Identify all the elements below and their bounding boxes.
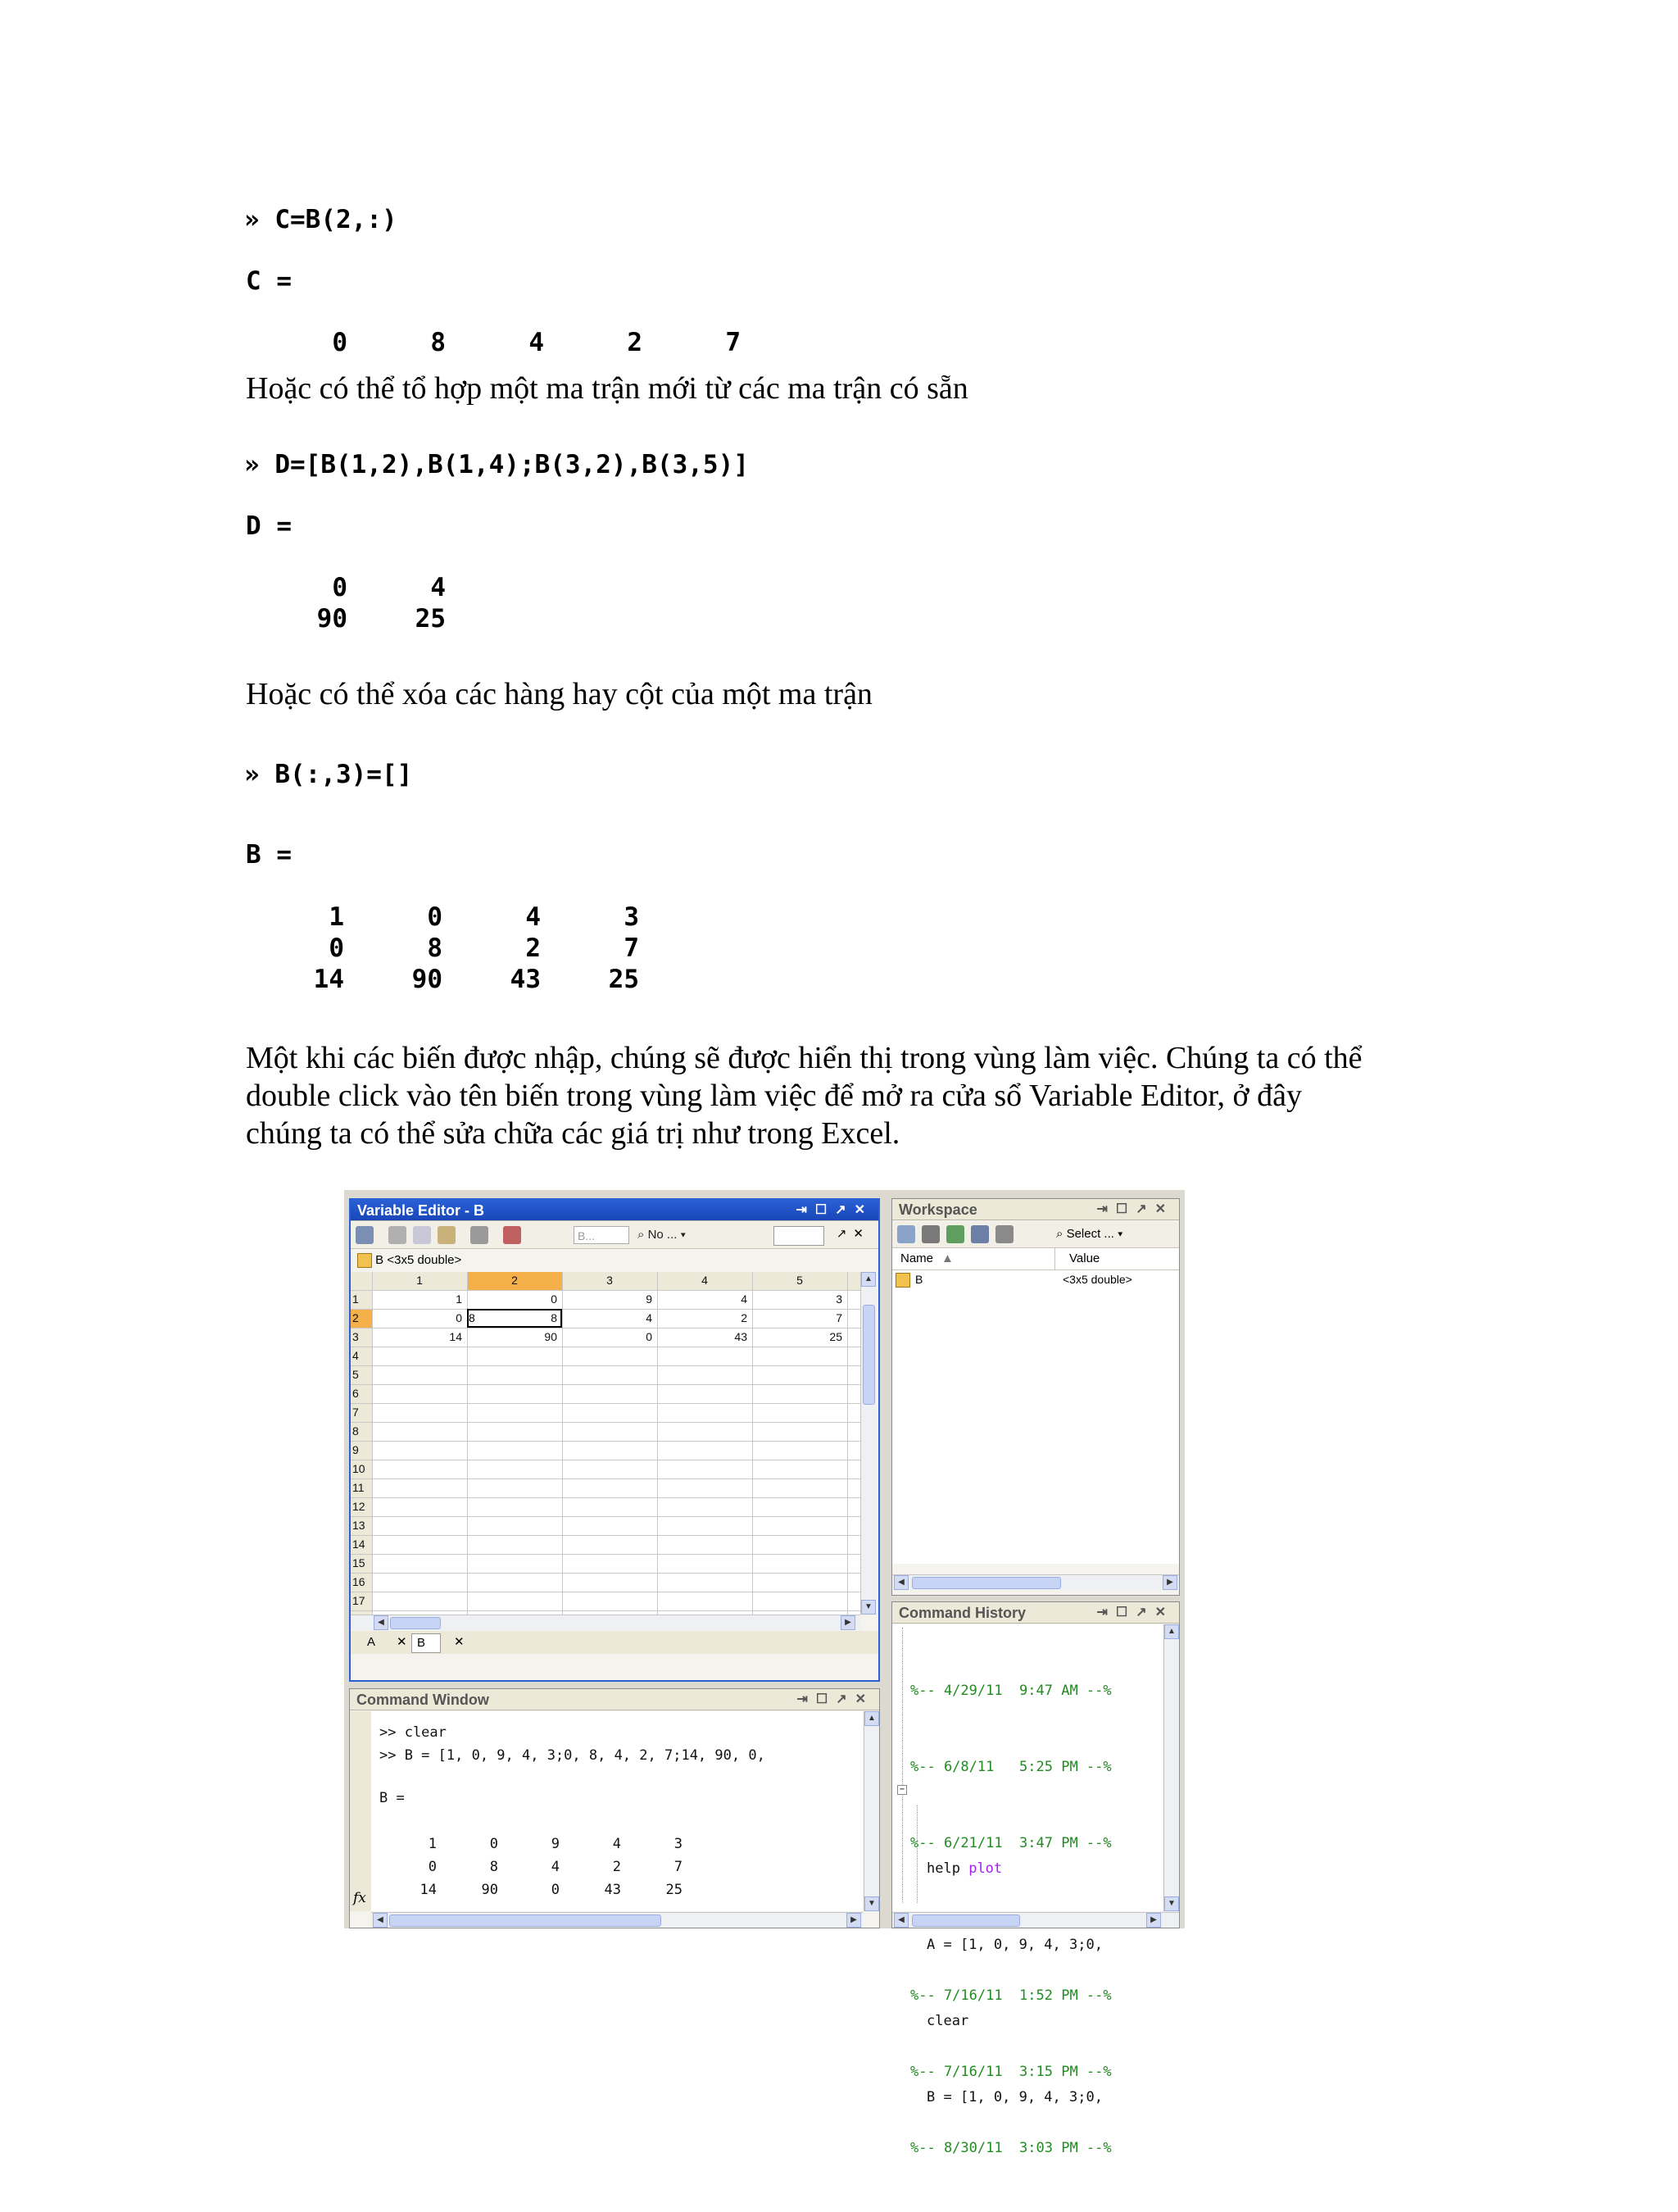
- window-controls: [1096, 1199, 1174, 1220]
- cut-icon[interactable]: [388, 1226, 406, 1244]
- sort-asc-icon: ▲: [941, 1251, 954, 1265]
- command-window-output[interactable]: [371, 1711, 863, 1911]
- open-variable-icon[interactable]: [922, 1225, 940, 1243]
- brush-icon[interactable]: [503, 1226, 521, 1244]
- output-value: 8: [489, 1859, 498, 1875]
- paragraph-workspace-line1: Một khi các biến được nhập, chúng sẽ được hiển thị trong vùng làm việc. Chúng ta có thể: [246, 1041, 1363, 1075]
- row-header[interactable]: 6: [352, 1387, 359, 1400]
- variable-size-label: B <3x5 double>: [375, 1253, 462, 1267]
- workspace-hscroll[interactable]: [892, 1574, 1179, 1590]
- command-history-titlebar: [892, 1602, 1179, 1624]
- output-value: 4: [612, 1836, 621, 1852]
- c-label: C =: [246, 266, 292, 296]
- scroll-right-icon[interactable]: ▶: [1163, 1575, 1177, 1590]
- workspace-title: Workspace: [899, 1201, 977, 1218]
- grid-cell[interactable]: 7: [836, 1311, 842, 1324]
- command-line-c: » C=B(2,:): [244, 205, 397, 234]
- grid-cell[interactable]: 0: [456, 1311, 462, 1324]
- history-command[interactable]: B = [1, 0, 9, 4, 3;0,: [927, 2089, 1103, 2105]
- scroll-down-icon[interactable]: ▼: [1164, 1896, 1179, 1911]
- command-vscroll[interactable]: [864, 1711, 879, 1911]
- workspace-row[interactable]: [892, 1270, 1179, 1288]
- output-value: 3: [673, 1836, 683, 1852]
- variable-editor-panel: [349, 1198, 880, 1682]
- row-header[interactable]: 10: [352, 1462, 365, 1475]
- select-label: Select ...: [1066, 1227, 1114, 1241]
- variable-value: <3x5 double>: [1063, 1273, 1132, 1286]
- dock-icon[interactable]: ↗: [1136, 1202, 1155, 1216]
- window-controls: [796, 1200, 873, 1221]
- header-divider: [1054, 1248, 1055, 1270]
- scroll-thumb[interactable]: [390, 1617, 441, 1629]
- close-icon[interactable]: ✕: [853, 1227, 870, 1241]
- c-value: 8: [430, 328, 446, 357]
- paragraph-workspace-line3: chúng ta có thể sửa chữa các giá trị như trong Excel.: [246, 1116, 900, 1151]
- new-variable-icon[interactable]: [897, 1225, 915, 1243]
- copy-icon[interactable]: [413, 1226, 431, 1244]
- stack-select[interactable]: [773, 1226, 824, 1246]
- row-header[interactable]: 9: [352, 1443, 359, 1456]
- scroll-right-icon[interactable]: ▶: [846, 1913, 861, 1928]
- column-header[interactable]: 3: [606, 1274, 613, 1287]
- maximize-icon[interactable]: ☐: [814, 1203, 836, 1217]
- b-value: 2: [525, 933, 541, 963]
- b-value: 90: [411, 965, 442, 994]
- dock-icon[interactable]: ↗: [836, 1692, 855, 1706]
- history-command[interactable]: clear: [927, 2013, 969, 2029]
- b-value: 8: [427, 933, 442, 963]
- row-header[interactable]: 17: [352, 1594, 365, 1607]
- row-header[interactable]: 1: [352, 1292, 359, 1306]
- tab-b[interactable]: B: [411, 1633, 441, 1653]
- row-header[interactable]: 11: [352, 1481, 365, 1494]
- paste-icon[interactable]: [438, 1226, 456, 1244]
- c-value: 4: [528, 328, 544, 357]
- b-value: 43: [510, 965, 541, 994]
- history-vscroll[interactable]: [1163, 1624, 1179, 1911]
- b-value: 4: [525, 902, 541, 932]
- variable-grid-vscroll[interactable]: [860, 1272, 876, 1615]
- tree-line: [902, 1628, 903, 1903]
- row-header[interactable]: 4: [352, 1349, 359, 1362]
- command-line: >> B = [1, 0, 9, 4, 3;0, 8, 4, 2, 7;14, 90, 0,: [379, 1747, 765, 1764]
- dock-icon[interactable]: ↗: [1136, 1606, 1155, 1619]
- command-line-d: » D=[B(1,2),B(1,4);B(3,2),B(3,5)]: [244, 450, 749, 479]
- variable-tabs: [351, 1631, 878, 1654]
- scroll-up-icon[interactable]: ▲: [861, 1272, 876, 1287]
- history-session[interactable]: %-- 7/16/11 1:52 PM --%: [910, 1987, 1112, 2004]
- output-value: 1: [428, 1836, 437, 1852]
- matrix-icon: [896, 1273, 910, 1288]
- column-value[interactable]: Value: [1069, 1251, 1100, 1265]
- variable-grid[interactable]: [351, 1272, 860, 1615]
- variable-editor-titlebar: [351, 1200, 878, 1221]
- tab-close-icon[interactable]: ✕: [397, 1635, 407, 1649]
- window-controls: [1096, 1602, 1174, 1624]
- scroll-right-icon[interactable]: ▶: [841, 1615, 855, 1630]
- maximize-icon[interactable]: ☐: [1115, 1202, 1136, 1216]
- output-value: 4: [551, 1859, 560, 1875]
- history-command[interactable]: A = [1, 0, 9, 4, 3;0,: [927, 1937, 1103, 1953]
- scroll-thumb[interactable]: [863, 1305, 875, 1405]
- grid-cell[interactable]: 1: [456, 1292, 462, 1306]
- output-label: B =: [379, 1790, 405, 1806]
- scroll-left-icon[interactable]: ◀: [894, 1913, 909, 1928]
- output-value: 90: [481, 1882, 498, 1898]
- history-command-help: help: [927, 1860, 960, 1877]
- history-command-arg: plot: [968, 1860, 1003, 1877]
- fx-icon[interactable]: fx: [353, 1890, 366, 1906]
- history-session[interactable]: %-- 6/8/11 5:25 PM --%: [910, 1759, 1112, 1775]
- variable-grid-hscroll[interactable]: [351, 1615, 860, 1630]
- row-header[interactable]: 15: [352, 1556, 365, 1569]
- history-commands: [927, 1805, 1103, 2161]
- scroll-thumb[interactable]: [912, 1914, 1020, 1927]
- history-session[interactable]: %-- 8/30/11 3:03 PM --%: [910, 2140, 1112, 2156]
- print-icon[interactable]: [995, 1225, 1014, 1243]
- d-value: 90: [316, 604, 347, 634]
- b-value: 0: [329, 933, 344, 963]
- undock-icon[interactable]: ⇥: [796, 1203, 815, 1217]
- collapse-icon[interactable]: −: [897, 1785, 907, 1795]
- output-value: 14: [420, 1882, 437, 1898]
- maximize-icon[interactable]: ☐: [815, 1692, 837, 1706]
- workspace-list: [892, 1270, 1179, 1564]
- history-session[interactable]: %-- 4/29/11 9:47 AM --%: [910, 1683, 1112, 1699]
- row-header[interactable]: 14: [352, 1537, 365, 1551]
- grid-cell[interactable]: 0: [551, 1292, 557, 1306]
- tab-close-icon[interactable]: ✕: [454, 1635, 465, 1649]
- variable-name: B: [915, 1273, 923, 1286]
- maximize-icon[interactable]: ☐: [1115, 1606, 1136, 1619]
- b-value: 1: [329, 902, 344, 932]
- output-value: 43: [604, 1882, 621, 1898]
- matlab-screenshot: [344, 1190, 1185, 2156]
- output-value: 0: [428, 1859, 437, 1875]
- column-header[interactable]: 4: [701, 1274, 708, 1287]
- row-header[interactable]: 2: [352, 1311, 359, 1324]
- scroll-thumb[interactable]: [389, 1914, 661, 1927]
- history-session[interactable]: %-- 7/16/11 3:15 PM --%: [910, 2064, 1112, 2080]
- close-icon[interactable]: ✕: [854, 1203, 873, 1217]
- workspace-titlebar: [892, 1199, 1179, 1220]
- plot-icon: ⌕: [637, 1228, 645, 1242]
- paragraph-delete: Hoặc có thể xóa các hàng hay cột của một ma trận: [246, 677, 873, 711]
- history-hscroll[interactable]: [892, 1912, 1179, 1928]
- b-value: 14: [313, 965, 344, 994]
- close-icon[interactable]: ✕: [1154, 1606, 1174, 1619]
- b-label: B =: [246, 840, 292, 870]
- variable-header: [351, 1249, 878, 1272]
- history-session[interactable]: %-- 6/21/11 3:47 PM --%: [910, 1835, 1112, 1851]
- row-header[interactable]: 5: [352, 1368, 359, 1381]
- command-window-panel: [349, 1688, 880, 1928]
- command-hscroll[interactable]: [371, 1912, 863, 1928]
- plot-icon: ⌕: [1056, 1227, 1063, 1241]
- command-gutter: [350, 1711, 371, 1911]
- c-value: 2: [627, 328, 642, 357]
- variable-editor-toolbar: [351, 1222, 878, 1249]
- dock-icon[interactable]: ↗: [835, 1203, 855, 1217]
- save-icon[interactable]: [971, 1225, 989, 1243]
- output-value: 2: [612, 1859, 621, 1875]
- row-header[interactable]: 8: [352, 1424, 359, 1438]
- grid-cell[interactable]: 8: [551, 1311, 557, 1324]
- scroll-left-icon[interactable]: ◀: [894, 1575, 909, 1590]
- b-value: 25: [608, 965, 639, 994]
- b-value: 0: [427, 902, 442, 932]
- toolbar-controls: [837, 1226, 870, 1241]
- grid-cell[interactable]: 90: [544, 1330, 557, 1343]
- history-command[interactable]: [927, 1856, 1103, 1882]
- output-value: 7: [673, 1859, 683, 1875]
- column-header[interactable]: 1: [416, 1274, 423, 1287]
- paragraph-workspace-line2: double click vào tên biến trong vùng làm việc để mở ra cửa sổ Variable Editor, ở đây: [246, 1079, 1302, 1113]
- d-value: 25: [415, 604, 446, 634]
- import-icon[interactable]: [356, 1226, 374, 1244]
- column-header[interactable]: 5: [796, 1274, 803, 1287]
- dock-icon[interactable]: ↗: [836, 1227, 854, 1241]
- command-line: >> clear: [379, 1724, 447, 1741]
- b-value: 3: [624, 902, 639, 932]
- row-header[interactable]: 12: [352, 1500, 365, 1513]
- scroll-down-icon[interactable]: ▼: [864, 1896, 879, 1911]
- command-window-titlebar: [350, 1689, 879, 1710]
- workspace-header: [892, 1248, 1179, 1270]
- command-line-b: » B(:,3)=[]: [244, 760, 413, 789]
- plot-select-label: No ...: [647, 1228, 678, 1242]
- variable-select[interactable]: B...: [574, 1226, 629, 1244]
- command-history-list: [892, 1624, 1163, 2156]
- c-value: 0: [332, 328, 347, 357]
- grid-cell[interactable]: 0: [646, 1330, 652, 1343]
- column-name[interactable]: Name: [900, 1251, 934, 1265]
- command-history-title: Command History: [899, 1605, 1027, 1621]
- row-header[interactable]: 13: [352, 1519, 365, 1532]
- c-value: 7: [725, 328, 741, 357]
- grid-cell[interactable]: 9: [646, 1292, 652, 1306]
- scroll-up-icon[interactable]: ▲: [864, 1711, 879, 1726]
- print-icon[interactable]: [470, 1226, 488, 1244]
- plot-select[interactable]: ⌕ No ... ▾: [637, 1228, 686, 1242]
- scroll-left-icon[interactable]: ◀: [373, 1913, 388, 1928]
- scroll-right-icon[interactable]: ▶: [1146, 1913, 1161, 1928]
- output-value: 25: [665, 1882, 683, 1898]
- window-controls: [796, 1689, 874, 1710]
- command-window-title: Command Window: [356, 1692, 489, 1708]
- undock-icon[interactable]: ⇥: [1096, 1606, 1116, 1619]
- scroll-thumb[interactable]: [912, 1577, 1061, 1589]
- select-plot-button[interactable]: ⌕ Select ... ▾: [1056, 1227, 1123, 1241]
- variable-editor-title: Variable Editor - B: [357, 1202, 485, 1219]
- b-value: 7: [624, 933, 639, 963]
- tab-a[interactable]: A: [367, 1635, 376, 1649]
- workspace-panel: [891, 1198, 1180, 1596]
- row-header[interactable]: 3: [352, 1330, 359, 1343]
- close-icon[interactable]: ✕: [1154, 1202, 1174, 1216]
- output-value: 0: [551, 1882, 560, 1898]
- grid-cell[interactable]: 4: [646, 1311, 652, 1324]
- row-header[interactable]: 7: [352, 1406, 359, 1419]
- output-value: 0: [489, 1836, 498, 1852]
- scroll-down-icon[interactable]: ▼: [861, 1600, 876, 1615]
- undock-icon[interactable]: ⇥: [796, 1692, 816, 1706]
- row-header[interactable]: 16: [352, 1575, 365, 1588]
- close-icon[interactable]: ✕: [855, 1692, 874, 1706]
- grid-cell[interactable]: 43: [734, 1330, 747, 1343]
- grid-cell[interactable]: 25: [829, 1330, 842, 1343]
- d-value: 4: [430, 573, 446, 602]
- grid-cell[interactable]: 14: [449, 1330, 462, 1343]
- d-label: D =: [246, 511, 292, 541]
- cell-edit-input[interactable]: 8: [469, 1311, 475, 1324]
- import-data-icon[interactable]: [946, 1225, 964, 1243]
- output-value: 9: [551, 1836, 560, 1852]
- tree-line: [917, 1805, 918, 1903]
- paragraph-combine: Hoặc có thể tổ hợp một ma trận mới từ các ma trận có sẵn: [246, 371, 968, 406]
- column-header[interactable]: 2: [511, 1274, 518, 1287]
- scroll-left-icon[interactable]: ◀: [374, 1615, 388, 1630]
- command-history-panel: [891, 1601, 1180, 2156]
- undock-icon[interactable]: ⇥: [1096, 1202, 1116, 1216]
- matrix-icon: [357, 1253, 372, 1268]
- grid-cell[interactable]: 2: [741, 1311, 747, 1324]
- workspace-toolbar: [892, 1221, 1179, 1248]
- grid-cell[interactable]: 4: [741, 1292, 747, 1306]
- scroll-up-icon[interactable]: ▲: [1164, 1624, 1179, 1639]
- grid-cell[interactable]: 3: [836, 1292, 842, 1306]
- d-value: 0: [332, 573, 347, 602]
